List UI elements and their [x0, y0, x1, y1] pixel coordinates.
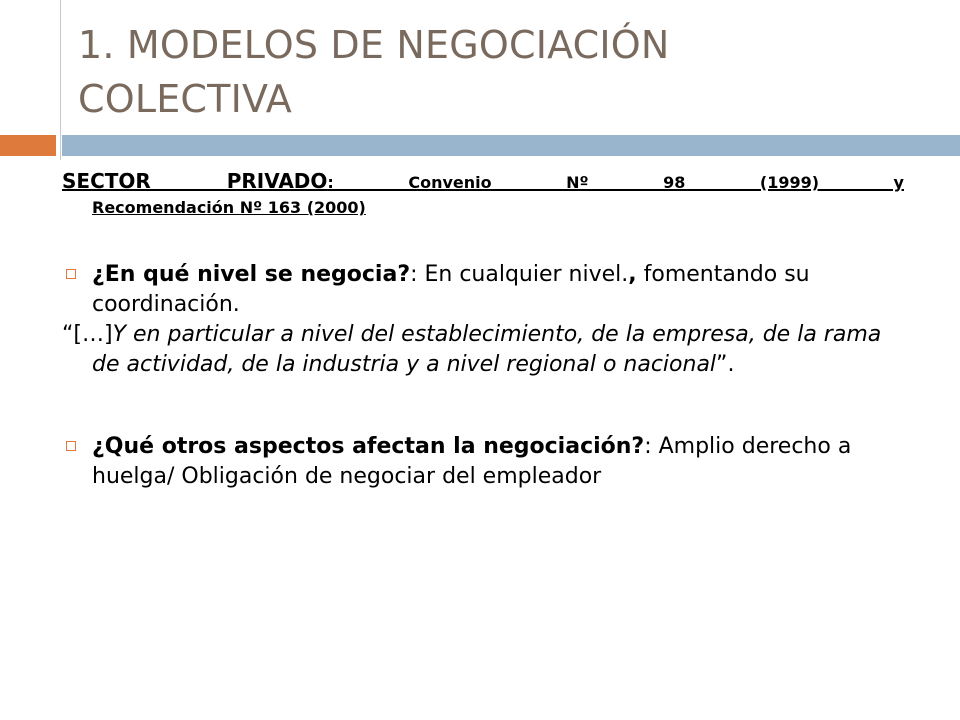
title-line-1: 1. MODELOS DE NEGOCIACIÓN	[78, 23, 670, 67]
section-heading-line-2: Recomendación Nº 163 (2000)	[92, 198, 366, 217]
bullet-level-comma: ,	[628, 262, 637, 287]
bullet-aspects	[62, 432, 904, 492]
bullet-level-question: ¿En qué nivel se negocia?	[92, 262, 411, 287]
quote-paragraph	[62, 320, 904, 380]
divider-line	[60, 0, 61, 160]
quote-open: “[…]	[62, 322, 113, 347]
section-heading	[62, 168, 904, 196]
slide-content	[62, 168, 904, 492]
heading-bold: SECTOR PRIVADO	[62, 169, 328, 193]
quote-text: Y en particular a nivel del establecimiento, de la empresa, de la rama de actividad, de la industria y a nivel regional o nacional	[92, 322, 882, 377]
square-bullet-icon	[66, 269, 76, 279]
accent-bar-blue	[62, 135, 960, 156]
heading-rest: : Convenio Nº 98 (1999) y	[327, 173, 904, 192]
title-line-2: COLECTIVA	[78, 77, 292, 121]
slide-title	[78, 18, 938, 126]
bullet-level-answer-2: fomentando su coordinación.	[92, 262, 810, 317]
bullet-level	[62, 260, 904, 320]
quote-close: ”.	[716, 352, 735, 377]
accent-bar-orange	[0, 135, 56, 156]
square-bullet-icon	[66, 441, 76, 451]
bullet-aspects-answer: : Amplio derecho a huelga/ Obligación de negociar del empleador	[92, 434, 852, 489]
bullet-level-answer: : En cualquier nivel.	[410, 262, 629, 287]
bullet-aspects-question: ¿Qué otros aspectos afectan la negociación?	[92, 434, 645, 459]
